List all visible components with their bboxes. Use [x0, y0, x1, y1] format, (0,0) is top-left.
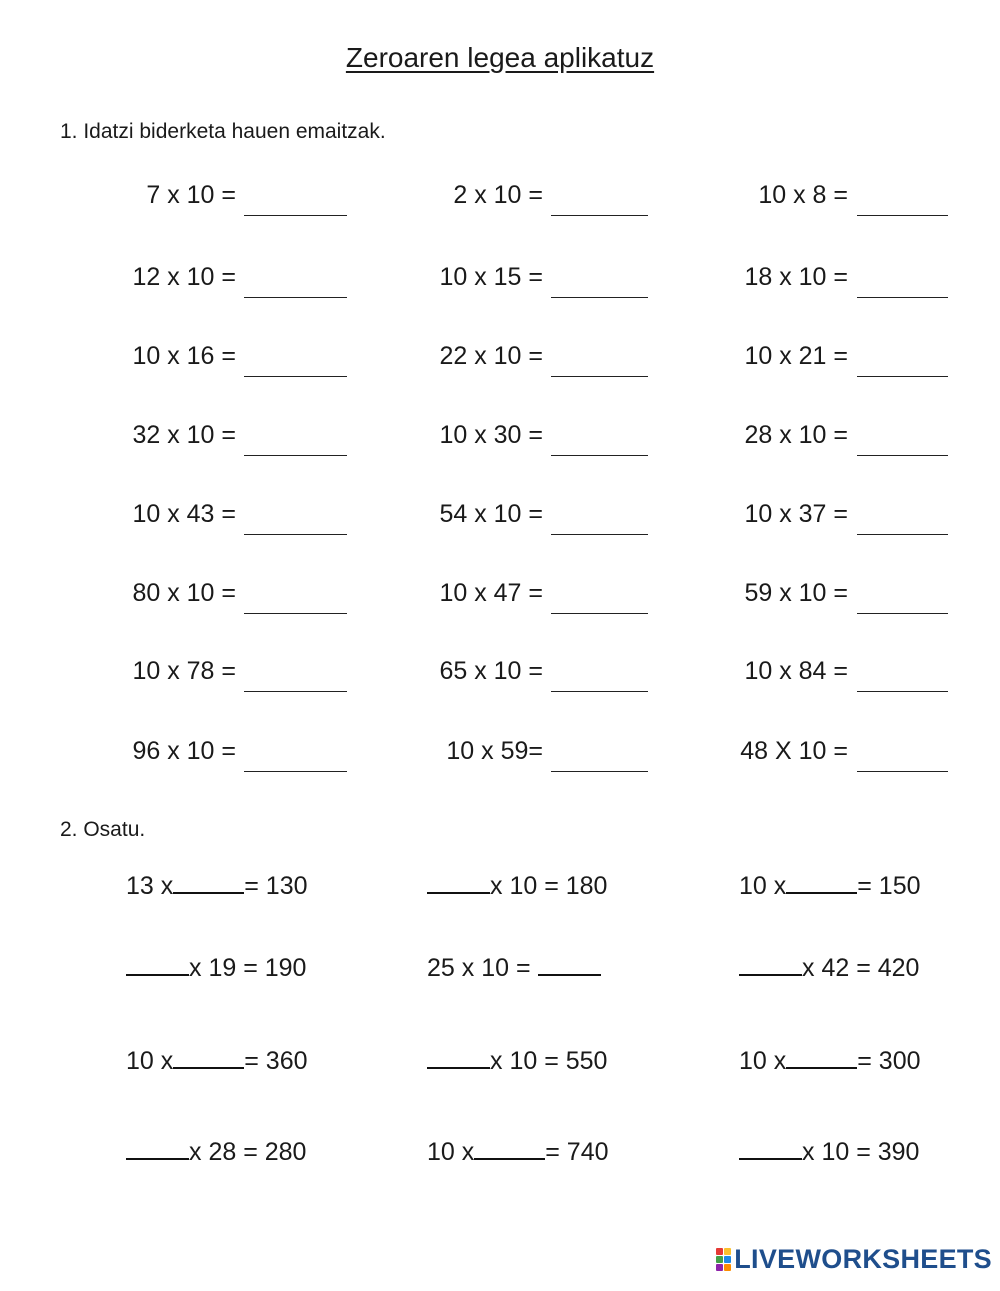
problem-label: 10 x 43 =	[132, 500, 236, 528]
problem-label: 32 x 10 =	[132, 421, 236, 449]
problem-prefix: 10 x	[126, 1047, 174, 1075]
fill-in-problem	[427, 872, 607, 901]
answer-blank[interactable]	[244, 613, 347, 614]
problem-label: 54 x 10 =	[439, 500, 543, 528]
answer-blank[interactable]	[551, 771, 648, 772]
answer-blank[interactable]	[427, 872, 490, 894]
answer-blank[interactable]	[786, 872, 857, 894]
logo-square	[716, 1256, 723, 1263]
problem-label: 80 x 10 =	[132, 579, 236, 607]
fill-in-problem	[739, 1047, 921, 1076]
fill-in-problem	[427, 954, 601, 983]
answer-blank[interactable]	[173, 1047, 244, 1069]
problem-label: 10 x 8 =	[758, 181, 848, 209]
problem-label: 59 x 10 =	[744, 579, 848, 607]
answer-blank[interactable]	[244, 455, 347, 456]
problem-label: 12 x 10 =	[132, 263, 236, 291]
problem-suffix: x 10 = 550	[490, 1047, 608, 1075]
answer-blank[interactable]	[474, 1138, 545, 1160]
problem-label: 28 x 10 =	[744, 421, 848, 449]
answer-blank[interactable]	[244, 376, 347, 377]
answer-blank[interactable]	[551, 297, 648, 298]
answer-blank[interactable]	[244, 691, 347, 692]
answer-blank[interactable]	[551, 215, 648, 216]
problem-label: 65 x 10 =	[439, 657, 543, 685]
answer-blank[interactable]	[551, 691, 648, 692]
problem-label: 10 x 84 =	[744, 657, 848, 685]
problem-label: 10 x 37 =	[744, 500, 848, 528]
problem-suffix: = 130	[244, 872, 308, 900]
problem-suffix: x 19 = 190	[189, 954, 307, 982]
logo-square	[724, 1256, 731, 1263]
answer-blank[interactable]	[126, 954, 189, 976]
problem-label: 96 x 10 =	[132, 737, 236, 765]
answer-blank[interactable]	[739, 1138, 802, 1160]
problem-label: 2 x 10 =	[453, 181, 543, 209]
answer-blank[interactable]	[857, 376, 948, 377]
fill-in-problem	[427, 1047, 607, 1076]
answer-blank[interactable]	[244, 771, 347, 772]
problem-suffix: x 10 = 180	[490, 872, 608, 900]
problem-prefix: 25 x 10 =	[427, 954, 538, 982]
fill-in-problem	[427, 1138, 609, 1167]
logo-square	[716, 1248, 723, 1255]
page-title: Zeroaren legea aplikatuz	[345, 42, 655, 73]
problem-label: 10 x 59=	[446, 737, 543, 765]
problem-label: 22 x 10 =	[439, 342, 543, 370]
answer-blank[interactable]	[857, 771, 948, 772]
logo-square	[724, 1248, 731, 1255]
problem-suffix: = 300	[857, 1047, 921, 1075]
problem-suffix: x 10 = 390	[802, 1138, 920, 1166]
problem-prefix: 13 x	[126, 872, 174, 900]
brand-name: LIVEWORKSHEETS	[734, 1244, 992, 1274]
answer-blank[interactable]	[126, 1138, 189, 1160]
problem-label: 7 x 10 =	[146, 181, 236, 209]
fill-in-problem	[126, 1138, 306, 1167]
problem-label: 10 x 78 =	[132, 657, 236, 685]
logo-square	[724, 1264, 731, 1271]
liveworksheets-logo-icon	[716, 1248, 731, 1271]
problem-label: 48 X 10 =	[740, 737, 848, 765]
section1-instruction: 1. Idatzi biderketa hauen emaitzak.	[60, 120, 386, 143]
answer-blank[interactable]	[551, 376, 648, 377]
problem-prefix: 10 x	[739, 872, 787, 900]
answer-blank[interactable]	[427, 1047, 490, 1069]
problem-label: 18 x 10 =	[744, 263, 848, 291]
problem-prefix: 10 x	[739, 1047, 787, 1075]
answer-blank[interactable]	[857, 455, 948, 456]
answer-blank[interactable]	[173, 872, 244, 894]
answer-blank[interactable]	[551, 534, 648, 535]
answer-blank[interactable]	[551, 613, 648, 614]
answer-blank[interactable]	[857, 534, 948, 535]
problem-suffix: = 740	[545, 1138, 609, 1166]
problem-suffix: x 28 = 280	[189, 1138, 307, 1166]
fill-in-problem	[739, 954, 919, 983]
answer-blank[interactable]	[244, 215, 347, 216]
section2-instruction: 2. Osatu.	[60, 818, 146, 841]
answer-blank[interactable]	[857, 215, 948, 216]
problem-prefix: 10 x	[427, 1138, 475, 1166]
problem-suffix: = 360	[244, 1047, 308, 1075]
answer-blank[interactable]	[857, 297, 948, 298]
answer-blank[interactable]	[551, 455, 648, 456]
problem-suffix: x 42 = 420	[802, 954, 920, 982]
fill-in-problem	[126, 954, 306, 983]
answer-blank[interactable]	[786, 1047, 857, 1069]
answer-blank[interactable]	[244, 534, 347, 535]
fill-in-problem	[739, 1138, 919, 1167]
answer-blank[interactable]	[739, 954, 802, 976]
answer-blank[interactable]	[538, 954, 601, 976]
problem-label: 10 x 16 =	[132, 342, 236, 370]
fill-in-problem	[739, 872, 921, 901]
problem-label: 10 x 15 =	[439, 263, 543, 291]
problem-suffix: = 150	[857, 872, 921, 900]
answer-blank[interactable]	[244, 297, 347, 298]
footer-brand	[716, 1244, 992, 1275]
problem-label: 10 x 30 =	[439, 421, 543, 449]
answer-blank[interactable]	[857, 613, 948, 614]
problem-label: 10 x 21 =	[744, 342, 848, 370]
problem-label: 10 x 47 =	[439, 579, 543, 607]
logo-square	[716, 1264, 723, 1271]
fill-in-problem	[126, 872, 308, 901]
answer-blank[interactable]	[857, 691, 948, 692]
fill-in-problem	[126, 1047, 308, 1076]
